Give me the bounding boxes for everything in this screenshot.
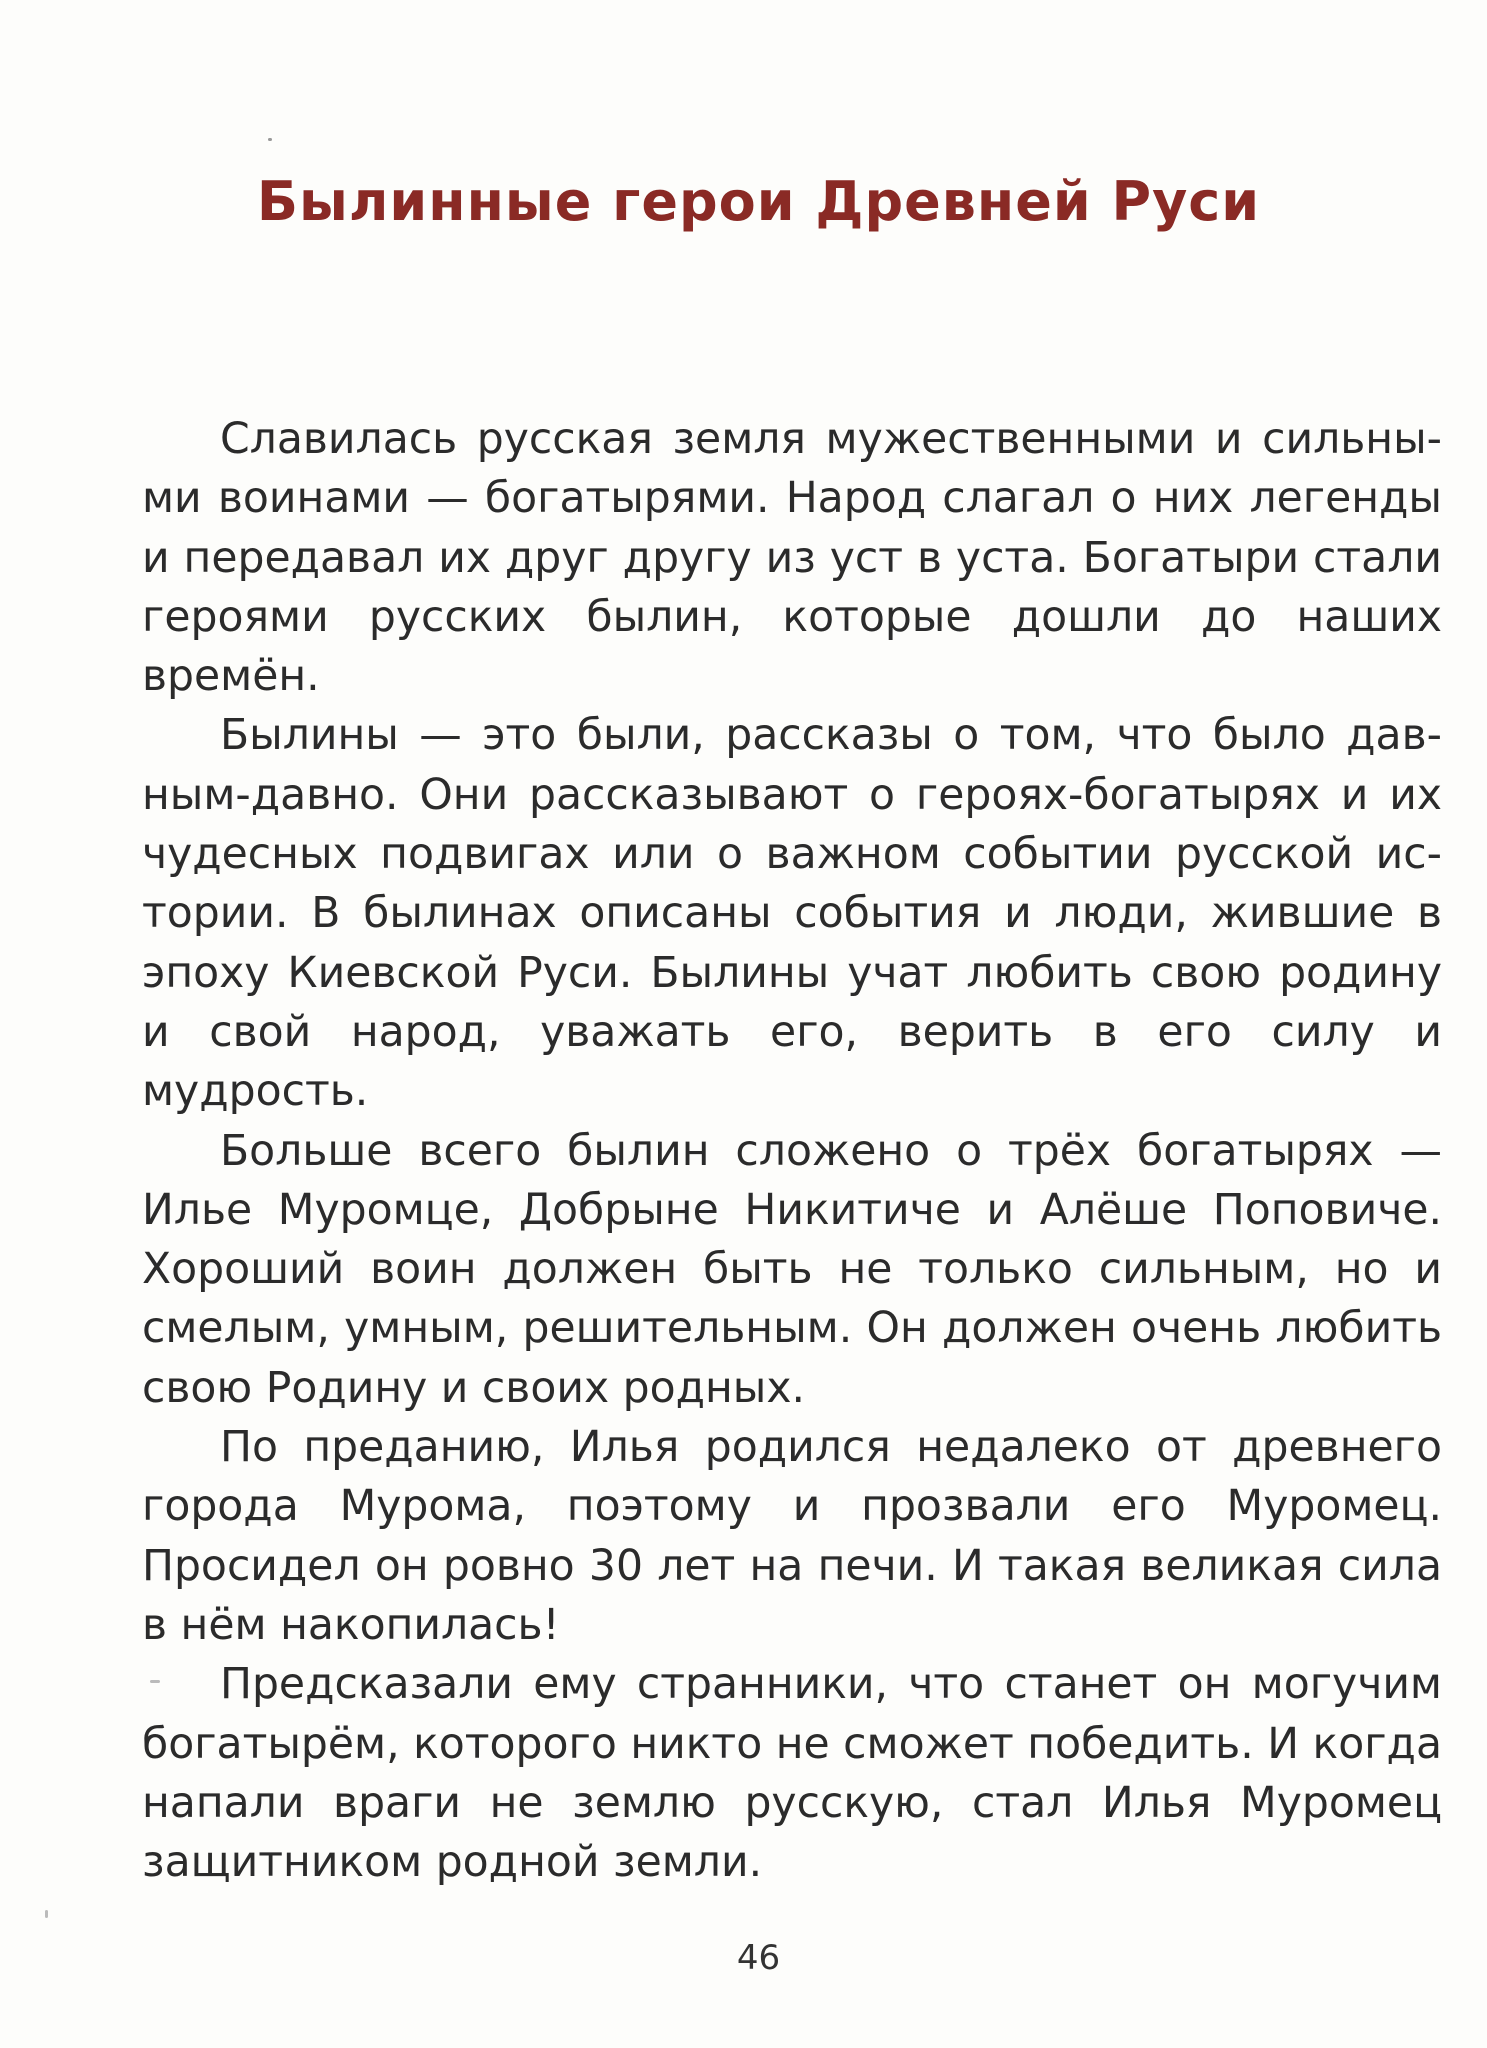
body-text (142, 410, 1442, 1892)
scan-speck (150, 1680, 160, 1683)
page-title: Былинные герои Древней Руси (256, 170, 1261, 233)
paragraph-3: Больше всего былин сложено о трёх богатырях — Илье Муромце, Добрыне Никитиче и Алёше Поповиче. Хороший воин должен быть не только сильным, но и смелым, умным, решительным. Он должен очень любить свою Родину и своих родных. (142, 1126, 1442, 1413)
scan-speck (45, 1910, 48, 1918)
paragraph-1: Славилась русская земля мужественными и сильными воинами — богатырями. Народ слагал о них легенды и передавал их друг другу из уст в уста. Богатыри стали героями русских былин, которые дошли до наших времён. (142, 415, 1442, 702)
paragraph-4: По преданию, Илья родился недалеко от древнего города Мурома, поэтому и прозвали его Муромец. Просидел он ровно 30 лет на печи. И такая великая сила в нём накопилась! (142, 1423, 1442, 1650)
scan-speck (268, 138, 272, 141)
page-number: 46 (736, 1938, 781, 1978)
paragraph-2: Былины — это были, рассказы о том, что было давным-давно. Они рассказывают о героях-богатырях и их чудесных подвигах или о важном событии русской истории. В былинах описаны события и люди, жившие в эпоху Киевской Руси. Былины учат любить свою родину и свой народ, уважать его, верить в его силу и мудрость. (142, 711, 1442, 1117)
paragraph-5: Предсказали ему странники, что станет он могучим богатырём, которого никто не сможет победить. И когда напали враги не землю русскую, стал Илья Муромец защитником родной земли. (142, 1660, 1442, 1888)
